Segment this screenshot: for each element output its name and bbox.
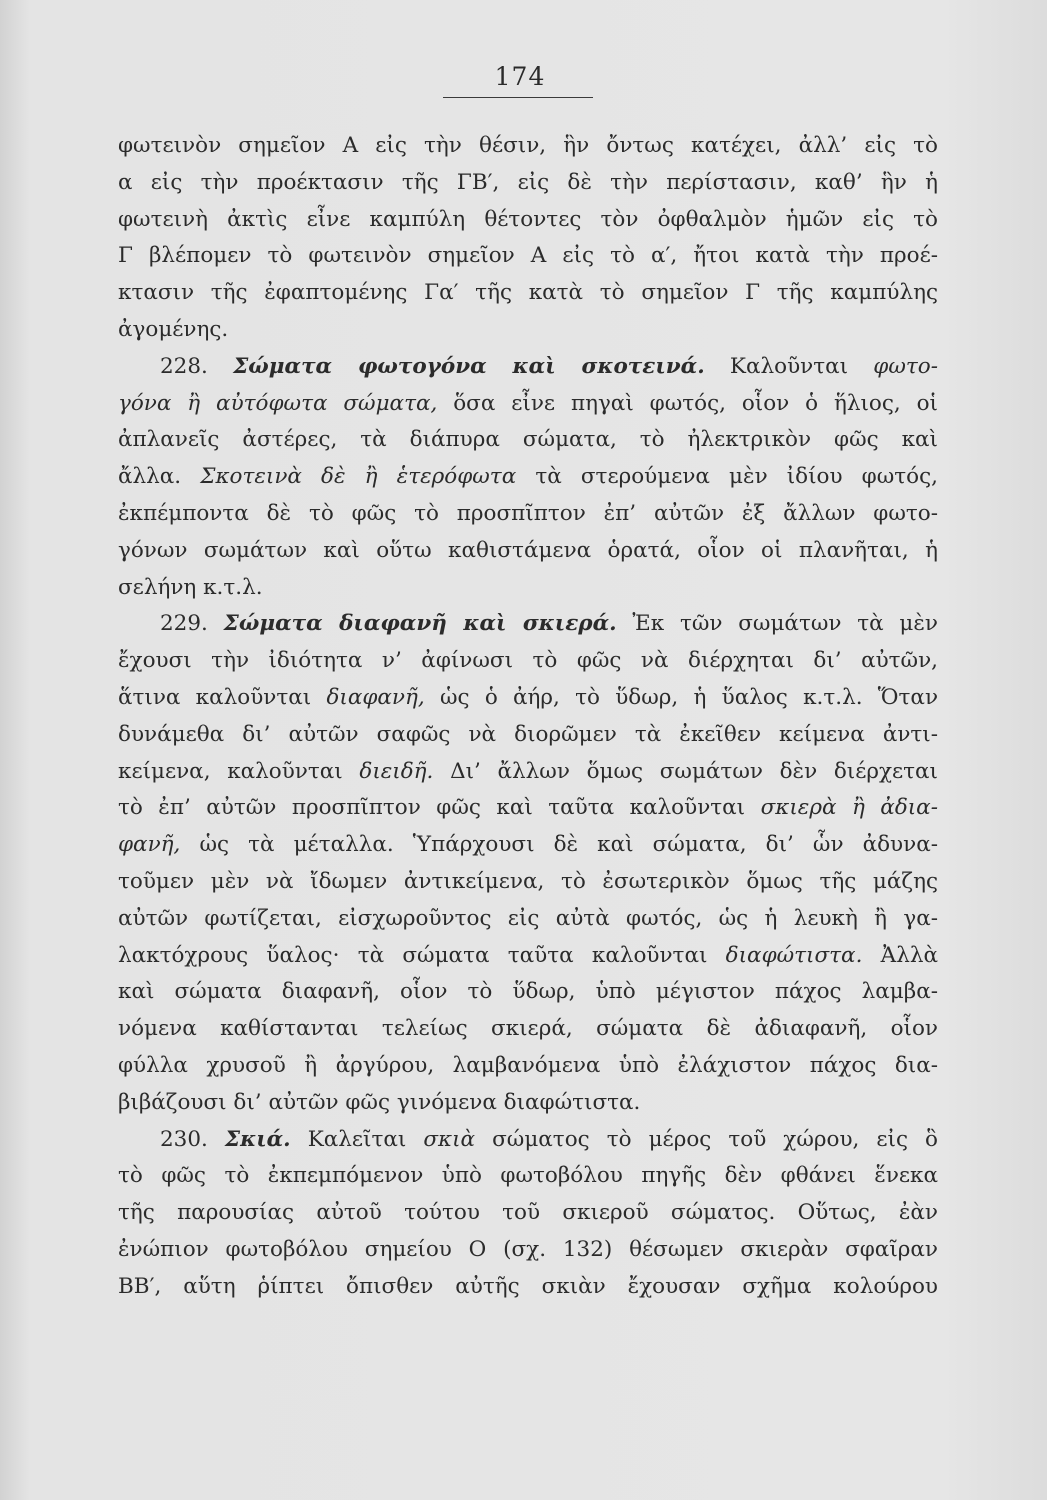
text-run: ὡς ὁ ἀήρ, τὸ ὕδωρ, ἡ ὕαλος κ.τ.λ. Ὅταν bbox=[440, 684, 939, 710]
italic-term: φωτο- bbox=[873, 353, 938, 379]
italic-term: γόνα ἢ αὐτόφωτα σώματα, bbox=[118, 390, 438, 416]
text-run: γόνων σωμάτων καὶ οὕτω καθιστάμενα ὁρατά, οἷον οἱ πλανῆται, ἡ bbox=[118, 537, 938, 563]
text-run: ὅσα εἶνε πηγαὶ φωτός, οἷον ὁ ἥλιος, οἱ bbox=[453, 390, 938, 416]
text-line bbox=[118, 1122, 938, 1159]
text-run: ὡς τὰ μέταλλα. Ὑπάρχουσι δὲ καὶ σώματα, δι’ ὧν ἀδυνα- bbox=[199, 832, 938, 858]
text-line bbox=[118, 386, 938, 423]
italic-term: φανῆ, bbox=[118, 832, 181, 858]
text-run: Ἐκ τῶν σωμάτων τὰ μὲν bbox=[632, 611, 938, 637]
italic-term: διαφανῆ, bbox=[326, 684, 425, 710]
text-run: ἔχουσι τὴν ἰδιότητα ν’ ἀφίνωσι τὸ φῶς νὰ διέρχηται δι’ αὐτῶν, bbox=[118, 648, 938, 674]
text-run: ἅτινα καλοῦνται bbox=[118, 684, 312, 710]
text-line bbox=[118, 459, 938, 496]
text-line bbox=[118, 496, 938, 533]
text-line bbox=[118, 1232, 938, 1269]
text-run: ἐνώπιον φωτοβόλου σημείου Ο (σχ. 132) θέσωμεν σκιερὰν σφαῖραν bbox=[118, 1236, 938, 1262]
text-line bbox=[118, 422, 938, 459]
text-run: Καλεῖται bbox=[307, 1126, 407, 1152]
text-line bbox=[118, 238, 938, 275]
text-run: τὰ στερούμενα μὲν ἰδίου φωτός, bbox=[535, 464, 938, 490]
text-line bbox=[118, 533, 938, 570]
header-rule bbox=[443, 97, 593, 98]
section-number: 229. bbox=[160, 611, 208, 637]
text-line bbox=[118, 1158, 938, 1195]
text-line bbox=[118, 680, 938, 717]
italic-term: σκιερὰ ἢ ἀδια- bbox=[760, 795, 938, 821]
text-line bbox=[118, 754, 938, 791]
text-run: κείμενα, καλοῦνται bbox=[118, 758, 343, 784]
text-run: κτασιν τῆς ἐφαπτομένης Γα′ τῆς κατὰ τὸ σημεῖον Γ τῆς καμπύλης bbox=[118, 280, 938, 306]
text-line bbox=[118, 938, 938, 975]
text-run: νόμενα καθίστανται τελείως σκιερά, σώματα δὲ ἀδιαφανῆ, οἷον bbox=[118, 1016, 938, 1042]
section-number: 230. bbox=[160, 1126, 208, 1152]
text-line bbox=[118, 643, 938, 680]
text-line bbox=[118, 827, 938, 864]
text-run: σελήνη κ.τ.λ. bbox=[118, 574, 263, 600]
text-line bbox=[118, 790, 938, 827]
page-number: 174 bbox=[494, 62, 546, 91]
text-run: Ἀλλὰ bbox=[880, 942, 938, 968]
text-line bbox=[118, 1048, 938, 1085]
text-line bbox=[118, 570, 938, 607]
text-run: α εἰς τὴν προέκτασιν τῆς ΓΒ′, εἰς δὲ τὴν περίστασιν, καθ’ ἣν ἡ bbox=[118, 169, 938, 195]
italic-term: διειδῆ. bbox=[359, 758, 434, 784]
text-line bbox=[118, 202, 938, 239]
text-line bbox=[118, 974, 938, 1011]
text-run: ἀπλανεῖς ἀστέρες, τὰ διάπυρα σώματα, τὸ ἠλεκτρικὸν φῶς καὶ bbox=[118, 427, 938, 453]
text-run: ἄλλα. bbox=[118, 464, 182, 490]
text-line bbox=[118, 349, 938, 386]
text-line bbox=[118, 1085, 938, 1122]
section-heading: Σώματα διαφανῆ καὶ σκιερά. bbox=[223, 611, 617, 637]
text-run: ΒΒ′, αὕτη ῥίπτει ὄπισθεν αὐτῆς σκιὰν ἔχουσαν σχῆμα κολούρου bbox=[118, 1273, 938, 1299]
text-line bbox=[118, 275, 938, 312]
text-run: Δι’ ἄλλων ὅμως σωμάτων δὲν διέρχεται bbox=[450, 758, 938, 784]
section-heading: Σκιά. bbox=[224, 1126, 291, 1152]
text-line bbox=[118, 1011, 938, 1048]
text-run: τὸ φῶς τὸ ἐκπεμπόμενον ὑπὸ φωτοβόλου πηγῆς δὲν φθάνει ἕνεκα bbox=[118, 1163, 938, 1189]
text-line bbox=[118, 1269, 938, 1306]
text-run: λακτόχρους ὕαλος· τὰ σώματα ταῦτα καλοῦνται bbox=[118, 942, 708, 968]
body-text bbox=[118, 128, 938, 1306]
text-line bbox=[118, 165, 938, 202]
text-line bbox=[118, 717, 938, 754]
text-run: φωτεινὸν σημεῖον Α εἰς τὴν θέσιν, ἣν ὄντως κατέχει, ἀλλ’ εἰς τὸ bbox=[118, 133, 938, 158]
text-run: τοῦμεν μὲν νὰ ἴδωμεν ἀντικείμενα, τὸ ἐσωτερικὸν ὅμως τῆς μάζης bbox=[118, 868, 938, 894]
text-run: φύλλα χρυσοῦ ἢ ἀργύρου, λαμβανόμενα ὑπὸ ἐλάχιστον πάχος δια- bbox=[118, 1052, 938, 1078]
italic-term: σκιὰ bbox=[423, 1126, 476, 1152]
text-run: ἀγομένης. bbox=[118, 316, 229, 342]
text-run: τῆς παρουσίας αὐτοῦ τούτου τοῦ σκιεροῦ σώματος. Οὕτως, ἐὰν bbox=[118, 1200, 938, 1226]
text-run: τὸ ἐπ’ αὐτῶν προσπῖπτον φῶς καὶ ταῦτα καλοῦνται bbox=[118, 795, 746, 821]
text-run: Καλοῦνται bbox=[729, 353, 849, 379]
text-run: δυνάμεθα δι’ αὐτῶν σαφῶς νὰ διορῶμεν τὰ ἐκεῖθεν κείμενα ἀντι- bbox=[118, 721, 938, 747]
text-line bbox=[118, 606, 938, 643]
text-run: Γ βλέπομεν τὸ φωτεινὸν σημεῖον Α εἰς τὸ α′, ἤτοι κατὰ τὴν προέ- bbox=[118, 243, 938, 269]
italic-term: διαφώτιστα. bbox=[725, 942, 863, 968]
text-line bbox=[118, 1195, 938, 1232]
text-run: σώματος τὸ μέρος τοῦ χώρου, εἰς ὃ bbox=[492, 1126, 938, 1152]
text-run: ἐκπέμποντα δὲ τὸ φῶς τὸ προσπῖπτον ἐπ’ αὐτῶν ἐξ ἄλλων φωτο- bbox=[118, 500, 938, 526]
text-run: καὶ σώματα διαφανῆ, οἷον τὸ ὕδωρ, ὑπὸ μέγιστον πάχος λαμβα- bbox=[118, 979, 938, 1005]
text-line bbox=[118, 312, 938, 349]
text-line bbox=[118, 901, 938, 938]
text-line bbox=[118, 864, 938, 901]
italic-term: Σκοτεινὰ δὲ ἢ ἑτερόφωτα bbox=[200, 464, 517, 490]
text-run: φωτεινὴ ἀκτὶς εἶνε καμπύλη θέτοντες τὸν ὀφθαλμὸν ἡμῶν εἰς τὸ bbox=[118, 206, 938, 232]
section-number: 228. bbox=[160, 353, 208, 379]
section-heading: Σώματα φωτογόνα καὶ σκοτεινά. bbox=[233, 353, 705, 379]
text-line bbox=[118, 128, 938, 165]
text-run: βιβάζουσι δι’ αὐτῶν φῶς γινόμενα διαφώτιστα. bbox=[118, 1089, 641, 1115]
text-run: αὐτῶν φωτίζεται, εἰσχωροῦντος εἰς αὐτὰ φωτός, ὡς ἡ λευκὴ ἢ γα- bbox=[118, 905, 938, 931]
